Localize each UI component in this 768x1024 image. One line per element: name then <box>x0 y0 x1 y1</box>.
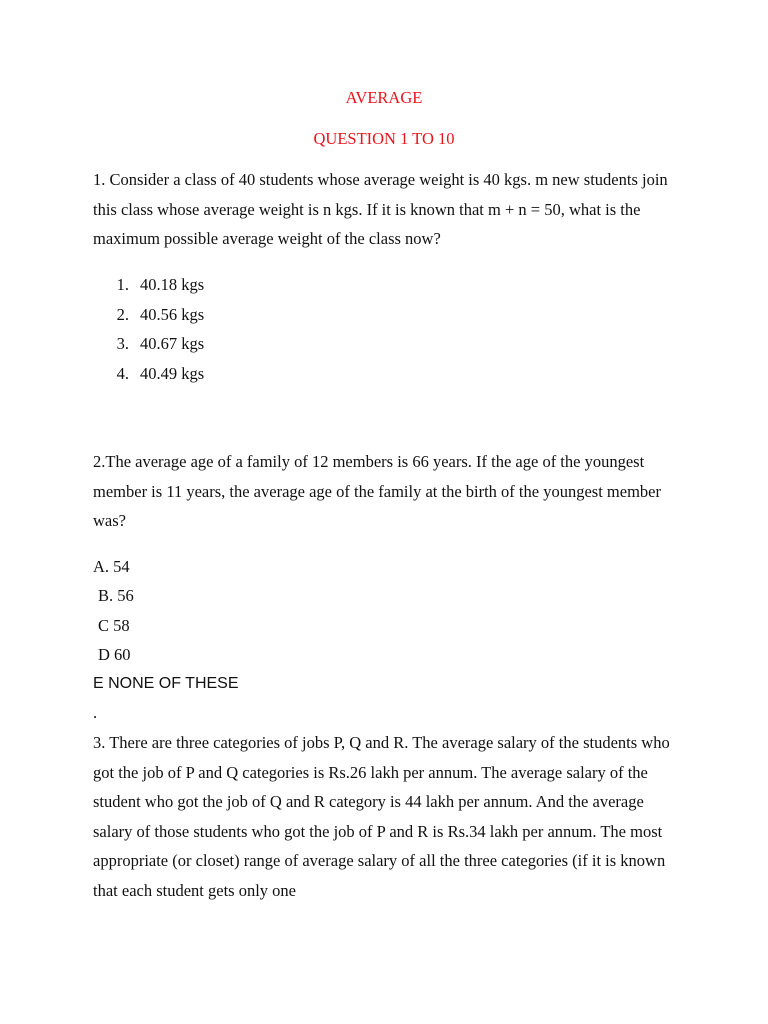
option-text: A. 54 <box>93 557 130 576</box>
option-text: 40.67 kgs <box>140 334 205 353</box>
option-number: 4. <box>116 364 129 383</box>
option-text: D 60 <box>98 645 131 664</box>
option-text: E NONE OF THESE <box>93 675 239 692</box>
document-subtitle: QUESTION 1 TO 10 <box>313 129 455 148</box>
option-number: 3. <box>116 334 129 353</box>
question-3-text: 3. There are three categories of jobs P, Q and R. The average salary of the students who got the job of P and Q categories is Rs.26 lakh per annum. The average salary of the student who got the job of Q and R category is 44 lakh per annum. And the average salary of those students who got the job of P and R is Rs.34 lakh per annum. The most appropriate (or closet) range of average salary of all the three categories (if it is known that each student gets only one <box>93 733 670 900</box>
option-number: 2. <box>116 305 129 324</box>
stray-dot: . <box>93 703 98 722</box>
question-2-text: 2.The average age of a family of 12 members is 66 years. If the age of the youngest member is 11 years, the average age of the family at the birth of the youngest member was? <box>93 452 661 530</box>
option-text: 40.49 kgs <box>140 364 205 383</box>
document-title: AVERAGE <box>345 88 423 107</box>
option-text: B. 56 <box>98 586 134 605</box>
option-text: C 58 <box>98 616 130 635</box>
option-number: 1. <box>116 275 129 294</box>
option-text: 40.18 kgs <box>140 275 205 294</box>
question-1-text: 1. Consider a class of 40 students whose average weight is 40 kgs. m new students join this class whose average weight is n kgs. If it is known that m + n = 50, what is the maximum possible average weight of the class now? <box>93 170 668 248</box>
option-text: 40.56 kgs <box>140 305 205 324</box>
